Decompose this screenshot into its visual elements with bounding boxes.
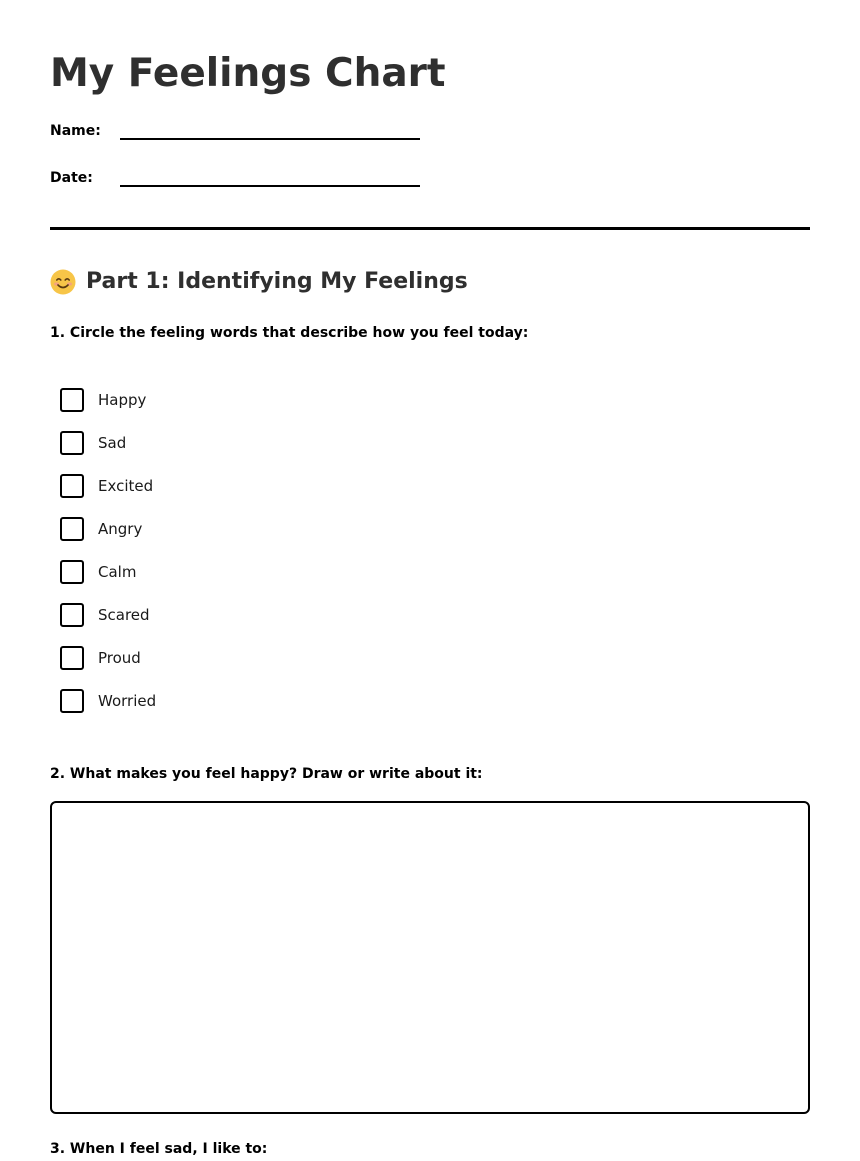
feeling-label: Scared [98,606,150,624]
question-1: 1. Circle the feeling words that describe how you feel today: [50,325,529,341]
checkbox[interactable] [60,431,84,455]
feeling-item-proud[interactable] [60,646,156,689]
checkbox[interactable] [60,603,84,627]
date-write-line[interactable] [120,185,420,187]
feeling-label: Sad [98,434,127,452]
date-field[interactable] [50,168,450,198]
question-2: 2. What makes you feel happy? Draw or write about it: [50,766,483,782]
feeling-label: Angry [98,520,143,538]
feeling-label: Proud [98,649,141,667]
header-divider [50,227,810,230]
smiling-face-icon [50,269,76,295]
feeling-label: Happy [98,391,147,409]
feeling-item-excited[interactable] [60,474,156,517]
name-write-line[interactable] [120,138,420,140]
feeling-item-scared[interactable] [60,603,156,646]
checkbox[interactable] [60,560,84,584]
feeling-label: Calm [98,563,137,581]
feelings-checklist [60,388,156,732]
feeling-item-worried[interactable] [60,689,156,732]
feeling-item-calm[interactable] [60,560,156,603]
feeling-item-happy[interactable] [60,388,156,431]
name-label: Name: [50,123,101,139]
part1-heading-text: Part 1: Identifying My Feelings [86,269,468,294]
part1-heading [50,266,468,298]
checkbox[interactable] [60,388,84,412]
feeling-item-angry[interactable] [60,517,156,560]
checkbox[interactable] [60,646,84,670]
checkbox[interactable] [60,474,84,498]
question-3: 3. When I feel sad, I like to: [50,1141,268,1157]
page-title: My Feelings Chart [50,51,446,96]
name-field[interactable] [50,121,450,151]
feeling-label: Worried [98,692,157,710]
checkbox[interactable] [60,517,84,541]
date-label: Date: [50,170,93,186]
happy-drawing-area[interactable] [50,801,810,1114]
checkbox[interactable] [60,689,84,713]
feeling-item-sad[interactable] [60,431,156,474]
feeling-label: Excited [98,477,154,495]
